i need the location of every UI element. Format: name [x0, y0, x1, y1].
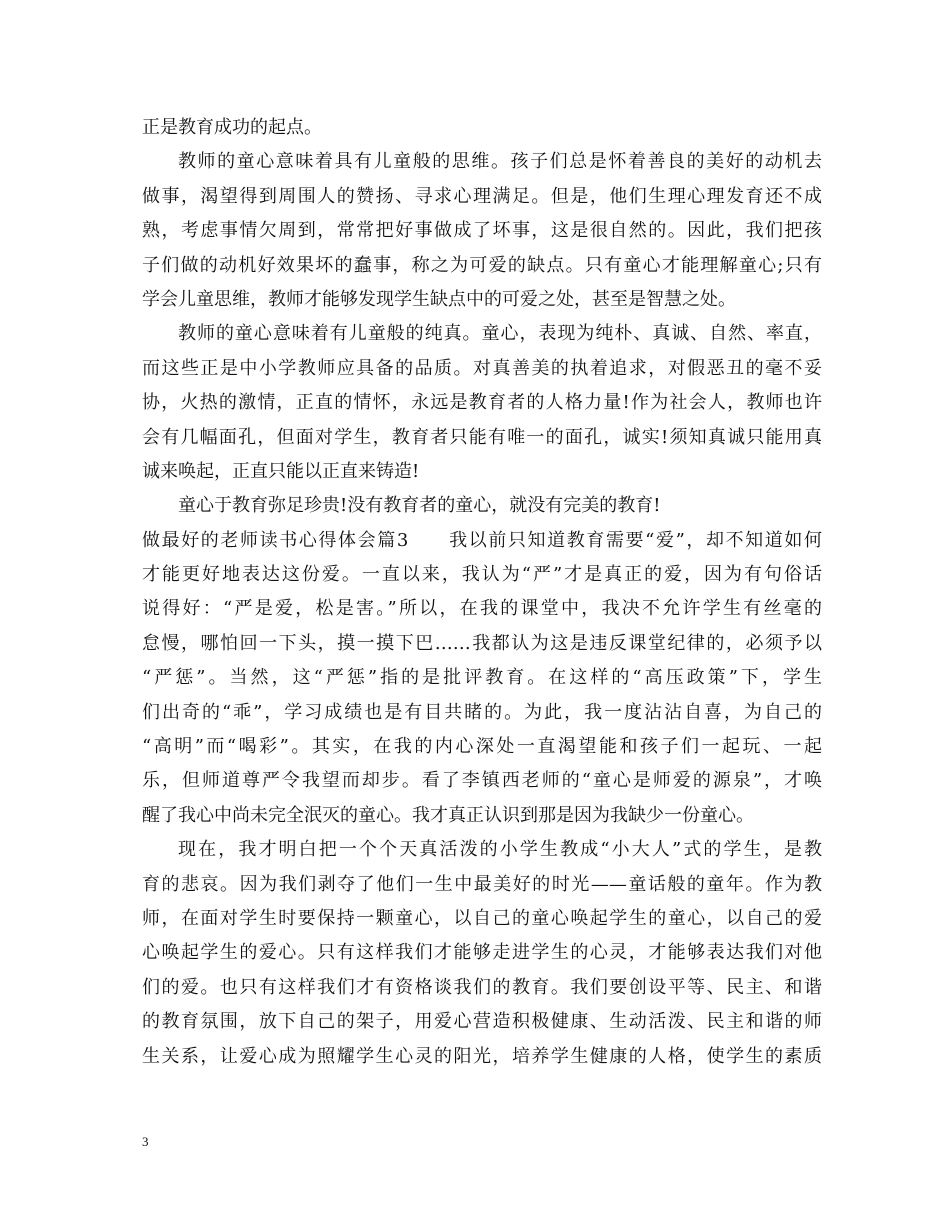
text-line: 说得好：“严是爱，松是害。”所以，在我的课堂中，我决不允许学生有丝毫的 — [142, 598, 822, 620]
text-line: 学会儿童思维，教师才能够发现学生缺点中的可爱之处，甚至是智慧之处。 — [142, 288, 736, 310]
text-line: 怠慢，哪怕回一下头，摸一摸下巴……我都认为这是违反课堂纪律的，必须予以 — [142, 632, 822, 654]
text-line: 做最好的老师读书心得体会篇3 我以前只知道教育需要“爱”，却不知道如何 — [142, 529, 822, 551]
text-line: 协，火热的激情，正直的情怀，永远是教育者的人格力量!作为社会人，教师也许 — [142, 392, 822, 414]
text-line: 会有几幅面孔，但面对学生，教育者只能有唯一的面孔，诚实!须知真诚只能用真 — [142, 426, 822, 448]
text-line: 师，在面对学生时要保持一颗童心，以自己的童心唤起学生的童心，以自己的爱 — [142, 907, 822, 929]
text-line: 诚来唤起，正直只能以正直来铸造! — [142, 460, 420, 482]
text-line: 正是教育成功的起点。 — [142, 117, 322, 138]
text-line: 才能更好地表达这份爱。一直以来，我认为“严”才是真正的爱，因为有句俗话 — [142, 564, 822, 586]
text-line: 的教育氛围，放下自己的架子，用爱心营造积极健康、生动活泼、民主和谐的师 — [142, 1011, 822, 1033]
text-line: 育的悲哀。因为我们剥夺了他们一生中最美好的时光——童话般的童年。作为教 — [142, 873, 822, 895]
text-line: 教师的童心意味着有儿童般的纯真。童心，表现为纯朴、真诚、自然、率直， — [178, 323, 822, 345]
text-line: 熟，考虑事情欠周到，常常把好事做成了坏事，这是很自然的。因此，我们把孩 — [142, 220, 822, 242]
text-line: 生关系，让爱心成为照耀学生心灵的阳光，培养学生健康的人格，使学生的素质 — [142, 1045, 822, 1067]
text-line: 做事，渴望得到周围人的赞扬、寻求心理满足。但是，他们生理心理发育还不成 — [142, 185, 822, 207]
body-text — [142, 111, 822, 1074]
text-line: 们的爱。也只有这样我们才有资格谈我们的教育。我们要创设平等、民主、和谐 — [142, 976, 822, 998]
text-line: 乐，但师道尊严令我望而却步。看了李镇西老师的“童心是师爱的源泉”，才唤 — [142, 770, 822, 792]
page-number: 3 — [142, 1134, 149, 1149]
text-line: 醒了我心中尚未完全泯灭的童心。我才真正认识到那是因为我缺少一份童心。 — [142, 804, 754, 826]
text-line: 子们做的动机好效果坏的蠢事，称之为可爱的缺点。只有童心才能理解童心;只有 — [142, 254, 822, 276]
text-line: “高明”而“喝彩”。其实，在我的内心深处一直渴望能和孩子们一起玩、一起 — [142, 736, 822, 758]
text-line: “严惩”。当然，这“严惩”指的是批评教育。在这样的“高压政策”下，学生 — [142, 667, 822, 689]
text-line: 而这些正是中小学教师应具备的品质。对真善美的执着追求，对假恶丑的毫不妥 — [142, 357, 822, 379]
text-line: 童心于教育弥足珍贵!没有教育者的童心，就没有完美的教育! — [178, 495, 661, 517]
text-line: 们出奇的“乖”，学习成绩也是有目共睹的。为此，我一度沾沾自喜，为自己的 — [142, 701, 822, 723]
text-line: 教师的童心意味着具有儿童般的思维。孩子们总是怀着善良的美好的动机去 — [178, 151, 822, 173]
text-line: 心唤起学生的爱心。只有这样我们才能够走进学生的心灵，才能够表达我们对他 — [142, 942, 822, 964]
text-line: 现在，我才明白把一个个天真活泼的小学生教成“小大人”式的学生，是教 — [178, 839, 822, 861]
